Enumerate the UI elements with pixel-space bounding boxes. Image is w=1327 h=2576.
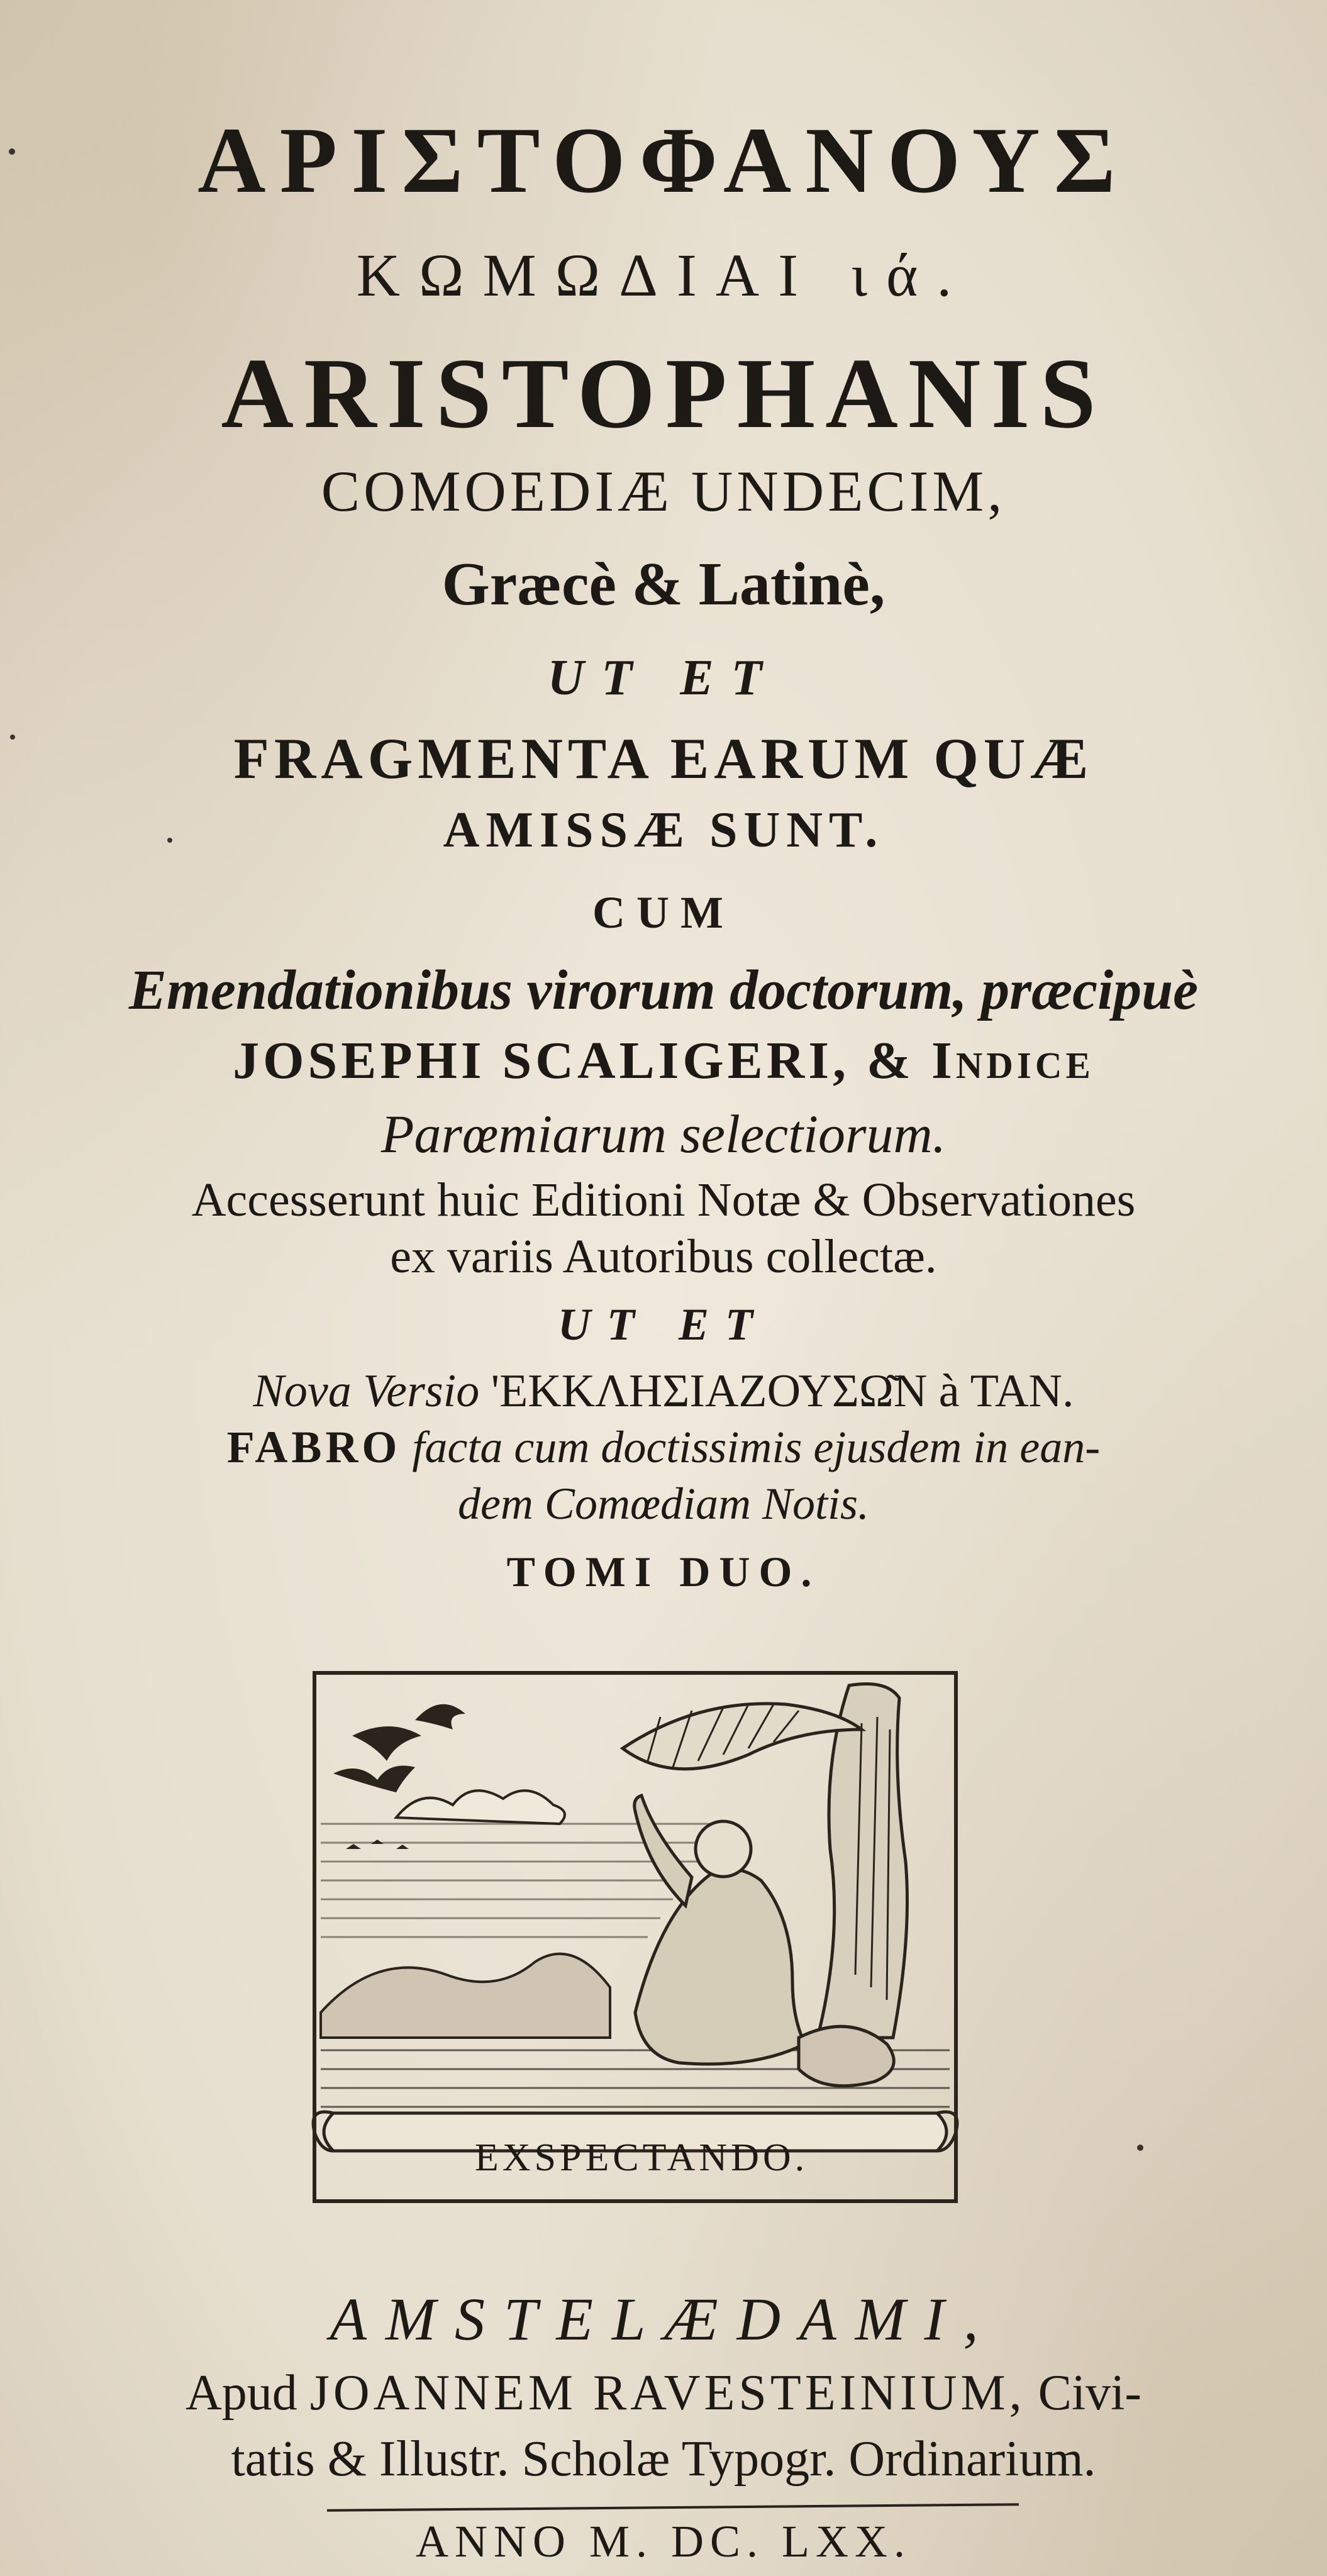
fabro-name: FABRO: [226, 1422, 401, 1472]
imprint-rule: [327, 2503, 1019, 2512]
ut-et-line-1: UT ET: [547, 650, 780, 706]
josephi-line: JOSEPHI SCALIGERI, & Indice: [233, 1031, 1094, 1090]
nova-versio-greek: 'ΕΚΚΛΗΣΙΑΖΟΥΣΩ͂Ν à TAN.: [491, 1365, 1074, 1417]
amissae-line: AMISSÆ SUNT.: [443, 802, 884, 858]
imprint-city: AMSTELÆDAMI,: [330, 2285, 997, 2353]
cloud: [396, 1790, 565, 1824]
comoediae-line: COMOEDIÆ UNDECIM,: [321, 459, 1006, 523]
figure-raised-arm: [635, 1796, 692, 1906]
hills: [321, 1954, 610, 2038]
fragmenta-line: FRAGMENTA EARUM QUÆ: [233, 726, 1094, 791]
fabro-text: facta cum doctissimis ejusdem in ean-: [412, 1422, 1101, 1472]
latin-title: ARISTOPHANIS: [221, 337, 1106, 449]
apud-suffix: Civi-: [1038, 2365, 1142, 2421]
nova-versio-label: Nova Versio: [253, 1365, 480, 1417]
tomi-duo-line: TOMI DUO.: [506, 1548, 821, 1596]
cum-line: CUM: [592, 887, 735, 938]
emendationibus-line: Emendationibus virorum doctorum, præcipuè: [128, 959, 1199, 1021]
imprint-title-line: tatis & Illustr. Scholæ Typogr. Ordinarium.: [231, 2431, 1096, 2487]
imprint-year: ANNO M. DC. LXX.: [416, 2516, 911, 2567]
birds: [333, 1704, 465, 1849]
fabro-line: [0, 1424, 1327, 1470]
paroemiarum-line: Parœmiarum selectiorum.: [380, 1104, 947, 1164]
apud-prefix: Apud: [185, 2365, 297, 2421]
ut-et-line-2: UT ET: [558, 1299, 769, 1350]
branch-foliage: [623, 1704, 862, 1769]
tree-trunk: [818, 1684, 908, 2038]
nova-versio-line: [0, 1365, 1327, 1417]
accesserunt-line-2: ex variis Autoribus collectæ.: [390, 1230, 937, 1283]
woodcut-motto: EXSPECTANDO.: [474, 2136, 809, 2179]
graece-latine-line: Græcè & Latinè,: [441, 550, 886, 618]
greek-subtitle: ΚΩΜΩΔΙΑΙ ιά.: [356, 242, 971, 309]
printer-name: JOANNEM RAVESTEINIUM,: [309, 2365, 1026, 2421]
ink-speck: [1137, 2145, 1143, 2151]
comoediam-notis-line: dem Comœdiam Notis.: [457, 1479, 870, 1529]
accesserunt-line-1: Accesserunt huic Editioni Notæ & Observationes: [191, 1174, 1136, 1226]
imprint-apud-line: [0, 2365, 1327, 2421]
printer-device-woodcut: [308, 1660, 975, 2226]
greek-title: ΑΡΙΣΤΟΦΑΝΟΥΣ: [197, 108, 1130, 213]
figure-head: [696, 1821, 751, 1877]
